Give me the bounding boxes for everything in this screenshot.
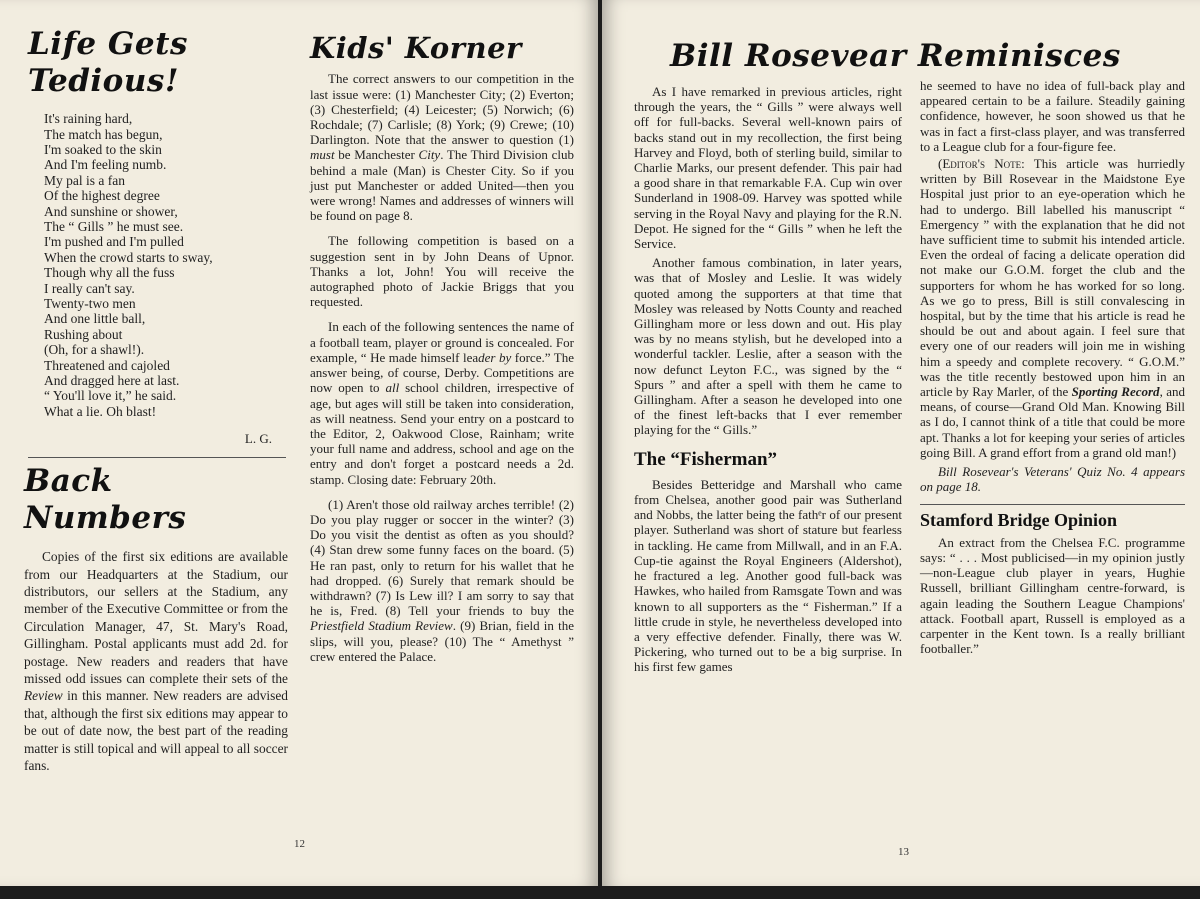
page-number-right: 13 (898, 846, 909, 858)
article-para-1: As I have remarked in previous articles, right through the years, the “ Gills ” were always well off for full-backs. Several well-known pairs of backs stand out in my recollection, the first being Harvey and Floyd, both of sterling build, similar to Charlie Marks, our present defender. This pair had a good share in that remarkable F.A. Cup win over Sunderland in 1908-09. Harvey was spotted while serving in the Royal Navy and playing for the R.N. Depot. He signed for the “ Gills ” when he left the Service. (634, 84, 902, 252)
poem-line: My pal is a fan (44, 172, 125, 188)
poem-line: I really can't say. (44, 280, 135, 296)
poem-line: I'm pushed and I'm pulled (44, 234, 184, 250)
poem-line: The “ Gills ” he must see. (44, 218, 184, 234)
kids-korner-column (310, 33, 574, 664)
quiz-reference: Bill Rosevear's Veterans' Quiz No. 4 appears on page 18. (920, 464, 1185, 495)
poem-line: (Oh, for a shawl!). (44, 342, 145, 358)
poem-title-line1: Life Gets (28, 26, 188, 62)
kids-korner-para-4: (1) Aren't those old railway arches terrible! (2) Do you play rugger or soccer in the winter? (3) Do you visit the dentist as often as you should? (4) Stan drew some funny faces on the board. (5) He ran past, only to return for his wallet that he had dropped. (6) Surely that remark should be withdrawn? (7) Is Lew ill? I am sorry to say that he is, Fred. (8) Tell your friends to buy the Priestfield Stadium Review. (9) Brian, field in the slips, will you, please? (10) The “ Amethyst ” crew entered the Palace. (310, 496, 574, 664)
poem-signature: L. G. (244, 431, 272, 447)
poem-line: I'm soaked to the skin (44, 141, 162, 157)
editors-note: (Editor's Note: This article was hurriedly written by Bill Rosevear in the Maidstone Eye Hospital just prior to an eye-operation which he had to undergo. Bill labelled his manuscript “ Emergency ” with the explanation that he did not have sufficient time to submit his intended article. Even the ordeal of facing a delicate operation did not make our G.O.M. forget the club and the supporters for whom he has worked for so long. As we go to press, Bill is still convalescing in hospital, but by the time that his article is read he should be out and about again. I feel sure that every one of our readers will join me in wishing him a speedy and complete recovery. “ G.O.M.” was the title recently bestowed upon him in an article by Ray Marler, of the Sporting Record, and means, of course—Grand Old Man. Knowing Bill as I do, I cannot think of a title that could be more apt. Thanks a lot for keeping your series of articles going Bill. A grand effort from a grand old man!) (920, 156, 1185, 460)
left-page (0, 0, 598, 886)
article-para-4: he seemed to have no idea of full-back play and appeared certain to be a failure. Steadily gaining confidence, however, he soon showed us that he was in fact a first-class player, and was transferred to a League club for a four-figure fee. (920, 78, 1185, 154)
poem-body (44, 111, 286, 419)
poem-line: And I'm feeling numb. (44, 157, 167, 173)
kids-korner-title: Kids' Korner (310, 31, 522, 65)
article-headline: Bill Rosevear Reminisces (670, 38, 1121, 74)
article-column-1 (634, 84, 902, 675)
article-para-3: Besides Betteridge and Marshall who came from Chelsea, another good pair was Sutherland and Nobbs, the latter being the fathᵉr of our present player. Sutherland was short of stature but fearless in tackling. He came from Millwall, and in an F.A. Cup-tie against the Royal Engineers (Aldershot), he fractured a leg. Another good full-back was Hawkes, who hailed from Ramsgate Town and was known to all supporters as the “ Fisherman.” If a little crude in style, he nevertheless developed into a very effective defender. Finally, there was W. Pickering, who turned out to be a big surprise. In his first few games (634, 476, 902, 675)
poem-line: The match has begun, (44, 126, 163, 142)
poem-column (28, 28, 286, 446)
kids-korner-para-2: The following competition is based on a suggestion sent in by John Deans of Upnor. Thanks a lot, John! You will receive the autographed photo of Jackie Briggs that you requested. (310, 233, 574, 310)
fisherman-subhead: The “Fisherman” (634, 448, 778, 470)
stamford-divider (920, 504, 1185, 505)
back-numbers-title-line1: Back (24, 463, 113, 499)
poem-title-line2: Tedious! (28, 62, 179, 99)
stamford-body: An extract from the Chelsea F.C. programme says: “ . . . Most publicised—in my opinion justly—non-League club player in years, Hughie Russell, brilliant Gillingham centre-forward, is again leading the Southern League Champions' attack. Football apart, Russell is employed as a carpenter in the Kent town. Is a really brilliant footballer.” (920, 534, 1185, 657)
poem-line: Twenty-two men (44, 295, 136, 311)
poem-line: Rushing about (44, 326, 123, 342)
back-numbers-body: Copies of the first six editions are available from our Headquarters at the Stadium, our distributors, our sellers at the Stadium, any member of the Executive Committee or from the Circulation Manager, 47, St. Mary's Road, Gillingham. Postal applicants must add 2d. for postage. New readers and readers that have missed odd issues can complete their sets of the Review in this manner. New readers are advised that, although the first six editions may appear to be out of date now, the best part of the reading matter is still topical and will appeal to all soccer fans. (24, 549, 288, 773)
article-para-2: Another famous combination, in later years, was that of Mosley and Leslie. It was widely quoted among the supporters at that time that Mosley was released by Notts County and reached Gillingham more or less down and out. His play was by no means stylish, but he developed into a wonderful tackler. Leslie, after a season with the now defunct Leyton F.C., was signed by the “ Spurs ” and after a spell with them he came to Gillingham. After a season he developed into one of the finest left-backs that I ever remember playing for the “ Gills.” (634, 255, 902, 438)
article-column-2 (920, 78, 1185, 656)
poem-line: And sunshine or shower, (44, 203, 178, 219)
poem-line: Though why all the fuss (44, 265, 175, 281)
back-numbers-title-line2: Numbers (24, 499, 187, 536)
poem-line: Threatened and cajoled (44, 357, 170, 373)
kids-korner-para-1: The correct answers to our competition in the last issue were: (1) Manchester City; (2) Everton; (3) Chesterfield; (4) Leicester; (5) Norwich; (6) Rochdale; (7) Carlisle; (8) York; (9) Crewe; (10) Darlington. Note that the answer to question (1) must be Manchester City. The Third Division club behind a male (Man) is Chester City. So if you just put Manchester or added United—then you were wrong! Names and addresses of winners will be found on page 8. (310, 71, 574, 224)
poem-line: “ You'll love it,” he said. (44, 388, 177, 404)
poem-line: Of the highest degree (44, 188, 160, 204)
right-page (602, 0, 1200, 886)
poem-line: And one little ball, (44, 311, 146, 327)
poem-line: It's raining hard, (44, 111, 133, 127)
stamford-subhead: Stamford Bridge Opinion (920, 510, 1118, 531)
poem-line: And dragged here at last. (44, 373, 180, 388)
poem-divider (28, 457, 286, 458)
poem-line: When the crowd starts to sway, (44, 249, 213, 265)
poem-line: What a lie. Oh blast! (44, 403, 157, 419)
back-numbers-column (24, 465, 288, 774)
kids-korner-para-3: In each of the following sentences the name of a football team, player or ground is concealed. For example, “ He made himself leader by force.” The answer being, of course, Derby. Competitions are now open to all school children, irrespective of age, but ages will still be taken into consideration, as will neatness. Send your entry on a postcard to the Editor, 2, Oakwood Close, Rainham; write your full name and address, school and age on the entry and don't forget a postcard needs a 2d. stamp. Closing date: February 20th. (310, 319, 574, 487)
page-number-left: 12 (294, 838, 305, 850)
